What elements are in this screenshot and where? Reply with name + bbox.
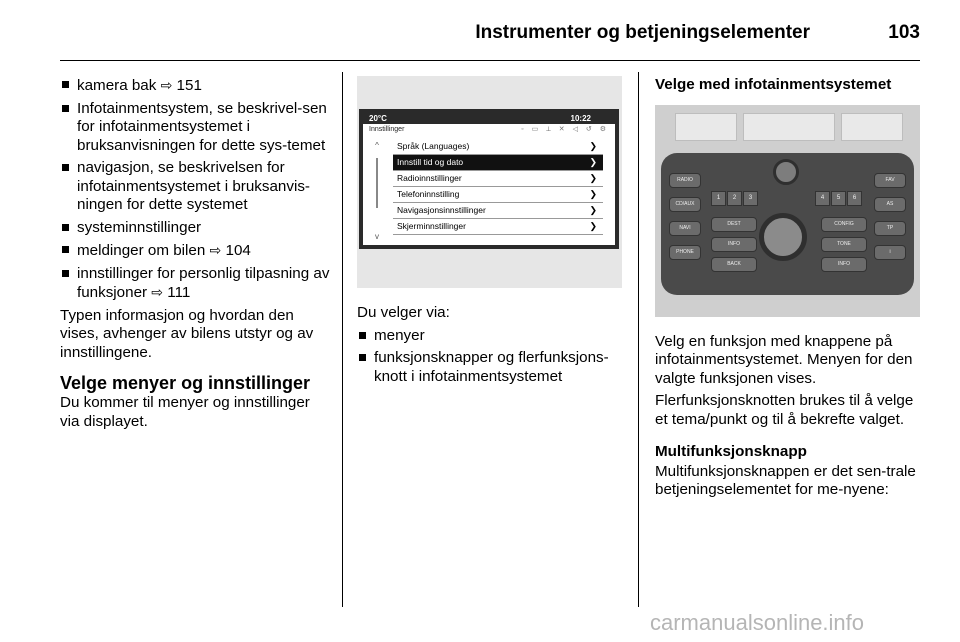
chevron-right-icon: ❯	[589, 221, 597, 231]
chevron-right-icon: ❯	[589, 173, 597, 183]
bullet-icon	[62, 246, 69, 253]
preset-button-6[interactable]: 6	[847, 191, 862, 206]
menu-item-navigation[interactable]: Navigasjonsinnstillinger ❯	[393, 203, 603, 219]
bullet-icon	[62, 164, 69, 171]
menu-item-time-date[interactable]: Innstill tid og dato ❯	[393, 155, 603, 171]
screen-title-bar	[363, 124, 615, 136]
list-item: Infotainmentsystem, se beskrivel-sen for infotainmentsystemet i bruksanvisningen for dette sys-temet	[60, 100, 332, 156]
list-item: innstillinger for personlig tilpasning av funksjoner ⇨ 111	[60, 265, 332, 303]
list-item: systeminnstillinger	[60, 219, 332, 238]
paragraph: Du kommer til menyer og innstillinger via displayet.	[60, 394, 310, 430]
menu-item-phone[interactable]: Telefoninnstilling ❯	[393, 187, 603, 203]
chevron-right-icon: ❯	[589, 141, 597, 151]
watermark: carmanualsonline.info	[650, 610, 865, 635]
section-heading: Velge menyer og innstillinger	[60, 373, 311, 393]
chevron-right-icon: ❯	[589, 205, 597, 215]
list-item: menyer	[357, 327, 627, 346]
section-heading: Multifunksjonsknapp	[655, 443, 807, 460]
settings-menu	[393, 139, 603, 235]
power-volume-knob[interactable]	[773, 159, 799, 185]
bullet-icon	[62, 270, 69, 277]
bullet-icon	[62, 224, 69, 231]
bullet-icon	[359, 354, 366, 361]
xref-arrow-icon: ⇨	[209, 242, 222, 258]
preset-button-1[interactable]: 1	[711, 191, 726, 206]
console-illustration	[655, 105, 920, 317]
list-item: meldinger om bilen ⇨ 104	[60, 241, 332, 261]
fav-button[interactable]: FAV	[874, 173, 906, 188]
page-ref[interactable]: 111	[167, 284, 191, 301]
status-bar	[363, 113, 615, 124]
paragraph: Multifunksjonsknappen er det sen-trale betjeningselementet for me-nyene:	[655, 462, 916, 498]
back-button[interactable]: BACK	[711, 257, 757, 272]
as-button[interactable]: AS	[874, 197, 906, 212]
menu-item-display[interactable]: Skjerminnstillinger ❯	[393, 219, 603, 235]
air-vent	[675, 113, 737, 141]
info-i-button[interactable]: i	[874, 245, 906, 260]
bullet-icon	[62, 81, 69, 88]
page-ref[interactable]: 104	[225, 242, 251, 259]
display-screen	[359, 109, 619, 249]
scroll-up-icon: ^	[375, 141, 379, 150]
status-icons: ◦ ▭ ⟂ ✕ ◁ ↺ ⚙	[521, 126, 609, 133]
multifunction-knob[interactable]	[759, 213, 807, 261]
scrollbar	[376, 158, 378, 208]
menu-item-radio[interactable]: Radioinnstillinger ❯	[393, 171, 603, 187]
air-vent	[743, 113, 835, 141]
air-vent	[841, 113, 903, 141]
header-title: Instrumenter og betjeningselementer	[475, 22, 810, 43]
paragraph: Typen informasjon og hvordan den vises, avhenger av bilens utstyr og av innstillingene.	[60, 306, 314, 361]
temperature-readout: 20°C	[369, 114, 387, 123]
column-3	[655, 76, 925, 504]
config-button[interactable]: CONFIG	[821, 217, 867, 232]
paragraph: Du velger via:	[357, 304, 450, 321]
page-number: 103	[888, 22, 920, 43]
page-ref[interactable]: 151	[176, 77, 202, 94]
tp-button[interactable]: TP	[874, 221, 906, 236]
cd-aux-button[interactable]: CD/AUX	[669, 197, 701, 212]
radio-button[interactable]: RADIO	[669, 173, 701, 188]
navi-button[interactable]: NAVI	[669, 221, 701, 236]
bullet-icon	[359, 332, 366, 339]
page-header	[60, 0, 920, 61]
info-button-right[interactable]: INFO	[821, 257, 867, 272]
preset-button-4[interactable]: 4	[815, 191, 830, 206]
info-button[interactable]: INFO	[711, 237, 757, 252]
preset-button-5[interactable]: 5	[831, 191, 846, 206]
bullet-icon	[62, 105, 69, 112]
xref-arrow-icon: ⇨	[160, 77, 173, 93]
dest-button[interactable]: DEST	[711, 217, 757, 232]
column-2	[357, 76, 627, 390]
list-item: funksjonsknapper og flerfunksjons-knott i infotainmentsystemet	[357, 349, 627, 386]
column-1	[60, 76, 332, 435]
preset-button-2[interactable]: 2	[727, 191, 742, 206]
chevron-right-icon: ❯	[589, 157, 597, 167]
column-divider	[342, 72, 343, 607]
screen-title: Innstillinger	[369, 126, 405, 133]
section-heading: Velge med infotainmentsystemet	[655, 76, 892, 93]
paragraph: Flerfunksjonsknotten brukes til å velge et tema/punkt og til å bekrefte valget.	[655, 392, 914, 428]
paragraph: Velg en funksjon med knappene på infotainmentsystemet. Menyen for den valgte funksjonen vises.	[655, 332, 913, 387]
display-illustration	[357, 76, 622, 288]
scroll-down-icon: v	[375, 231, 379, 241]
clock-readout: 10:22	[570, 114, 591, 123]
column-divider	[638, 72, 639, 607]
menu-item-language[interactable]: Språk (Languages) ❯	[393, 139, 603, 155]
preset-button-3[interactable]: 3	[743, 191, 758, 206]
tone-button[interactable]: TONE	[821, 237, 867, 252]
list-item: kamera bak ⇨ 151	[60, 76, 332, 96]
chevron-right-icon: ❯	[589, 189, 597, 199]
list-item: navigasjon, se beskrivelsen for infotainmentsystemet i bruksanvis-ningen for dette systemet	[60, 159, 332, 215]
xref-arrow-icon: ⇨	[151, 284, 164, 300]
phone-button[interactable]: PHONE	[669, 245, 701, 260]
